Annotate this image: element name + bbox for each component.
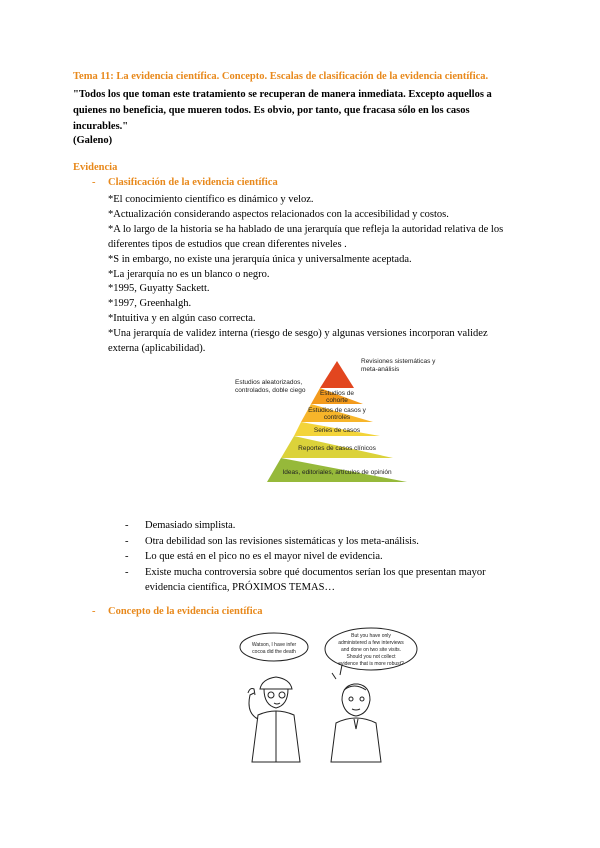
quote-line: incurables." [73, 121, 129, 132]
pyramid-callout-left: controlados, doble ciego [235, 387, 306, 394]
list-marker: - [125, 520, 129, 531]
bullet-line: *A lo largo de la historia se ha hablado de una jerarquía que refleja la autoridad relativa de los [108, 223, 504, 235]
pyramid-label: Estudios de [320, 390, 354, 397]
list-item-line: evidencia científica, PRÓXIMOS TEMAS… [145, 582, 335, 593]
list-item-line: Existe mucha controversia sobre qué documentos serían los que presentan mayor [145, 566, 486, 578]
pyramid-top [320, 361, 354, 388]
bubble-text: Watson, I have infer [251, 642, 297, 648]
bullet-list [108, 193, 533, 357]
evidence-pyramid [235, 352, 436, 502]
bubble-text: administered a few interviews [338, 640, 404, 646]
pyramid-callout-left: Estudios aleatorizados, [235, 379, 303, 386]
list-marker: - [125, 551, 129, 562]
bullet-line: *Actualización considerando aspectos relacionados con la accesibilidad y costos. [108, 208, 449, 220]
bullet-line: diferentes tipos de estudios que crean diferentes niveles . [108, 238, 347, 250]
pyramid-callout-right: meta-análisis [361, 366, 400, 373]
list-item [125, 565, 535, 596]
quote-line: "Todos los que toman este tratamiento se recuperan de manera inmediata. Excepto aquellos a [73, 89, 492, 100]
bubble-text: Should you not collect [346, 654, 396, 660]
bullet-line: *1995, Guyatty Sackett. [108, 283, 210, 295]
pyramid-label: controles [323, 414, 351, 421]
listener-figure [331, 665, 381, 762]
pyramid-label: Reportes de casos clínicos [298, 445, 376, 452]
dash-marker: - [92, 606, 96, 617]
bullet-line: *La jerarquía no es un blanco o negro. [108, 268, 270, 280]
pyramid-label: cohorte [326, 397, 348, 404]
bullet-line: *S in embargo, no existe una jerarquía única y universalmente aceptada. [108, 253, 412, 265]
bullet-line: externa (aplicabilidad). [108, 343, 206, 355]
list-item [125, 534, 535, 550]
quote-line: quienes no beneficia, que mueren todos. Es obvio, por tanto, que fracasa sólo en los casos [73, 105, 470, 116]
list-item [125, 518, 535, 534]
bubble-text: But you have only [351, 633, 391, 639]
list-item-text: Demasiado simplista. [145, 520, 236, 531]
dash-marker: - [92, 177, 96, 188]
pyramid-label: Estudios de casos y [308, 407, 366, 414]
cartoon-illustration [236, 627, 421, 762]
subsection-heading: Concepto de la evidencia científica [108, 606, 263, 617]
quote [73, 87, 528, 135]
quote-author: (Galeno) [73, 135, 113, 146]
list-item-text [145, 565, 535, 596]
bubble-text: and done on two site visits. [340, 647, 402, 653]
bullet-line: *Intuitiva y en algún caso correcta. [108, 313, 256, 325]
list-marker: - [125, 566, 129, 578]
bullet-line: *Una jerarquía de validez interna (riesgo de sesgo) y algunas versiones incorporan validez [108, 328, 488, 340]
detective-figure [248, 677, 300, 762]
list-item-text: Lo que está en el pico no es el mayor nivel de evidencia. [145, 551, 383, 562]
pyramid-callout-right: Revisiones sistemáticas y [361, 358, 436, 365]
page-title: Tema 11: La evidencia científica. Concepto. Escalas de clasificación de la evidencia científica. [73, 71, 489, 82]
bullet-line: *El conocimiento científico es dinámico y veloz. [108, 194, 314, 205]
sub-list [125, 518, 535, 596]
list-item [125, 549, 535, 565]
pyramid-label: Series de casos [313, 427, 361, 434]
list-marker: - [125, 535, 129, 547]
bullet-line: *1997, Greenhalgh. [108, 298, 192, 310]
pyramid-label: Ideas, editoriales, artículos de opinión [282, 469, 392, 476]
bubble-text: evidence that is more robust? [338, 661, 404, 667]
section-heading: Evidencia [73, 162, 118, 173]
list-item-text: Otra debilidad son las revisiones sistemáticas y los meta-análisis. [145, 535, 419, 547]
bubble-text: cocoa did the death [252, 649, 296, 655]
subsection-heading: Clasificación de la evidencia científica [108, 177, 278, 188]
